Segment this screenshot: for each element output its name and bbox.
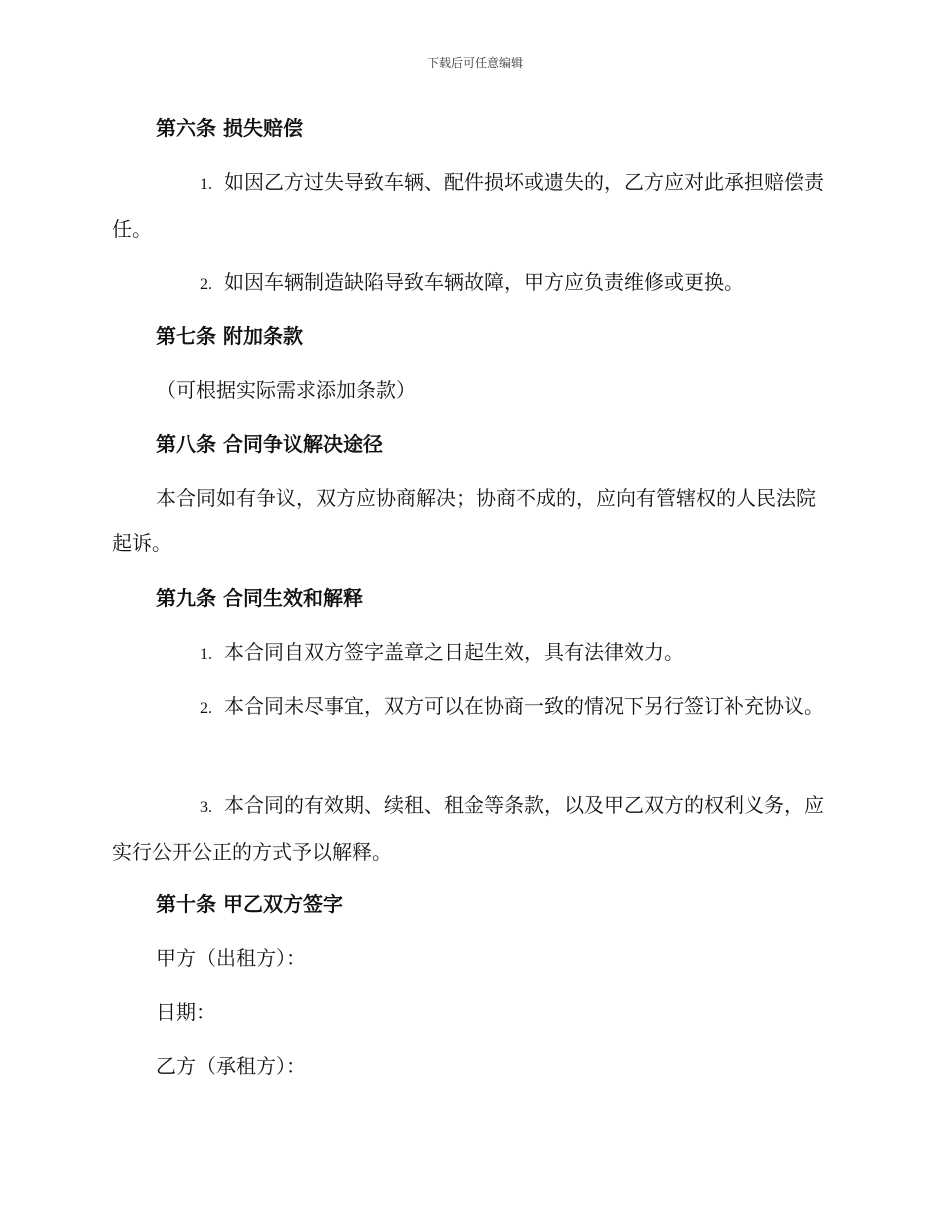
section-9-item-1	[112, 630, 834, 677]
item-number: 1.	[200, 646, 212, 663]
signature-date: 日期：	[156, 1000, 216, 1024]
signature-party-b: 乙方（承租方）：	[156, 1054, 306, 1078]
section-8-text: 本合同如有争议，双方应协商解决；协商不成的，应向有管辖权的人民法院起诉。	[112, 486, 816, 555]
item-text: 如因车辆制造缺陷导致车辆故障，甲方应负责维修或更换。	[224, 270, 744, 294]
section-6-title: 第六条 损失赔偿	[156, 116, 303, 140]
item-number: 2.	[200, 700, 212, 717]
section-6-item-1	[112, 160, 834, 252]
section-9-item-3	[112, 783, 834, 875]
section-7-title: 第七条 附加条款	[156, 324, 303, 348]
section-9-title: 第九条 合同生效和解释	[156, 586, 363, 610]
item-number: 1.	[200, 176, 212, 193]
item-number: 3.	[200, 799, 212, 816]
item-number: 2.	[200, 276, 212, 293]
section-8-title: 第八条 合同争议解决途径	[156, 432, 383, 456]
item-text: 本合同自双方签字盖章之日起生效，具有法律效力。	[224, 640, 684, 664]
signature-party-a: 甲方（出租方）：	[156, 946, 306, 970]
item-text: 如因乙方过失导致车辆、配件损坏或遗失的，乙方应对此承担赔偿责任。	[112, 170, 824, 241]
section-9-item-2	[112, 684, 834, 731]
header-note: 下载后可任意编辑	[426, 56, 523, 70]
item-text: 本合同的有效期、续租、租金等条款，以及甲乙双方的权利义务，应实行公开公正的方式予以解释。	[112, 793, 824, 864]
item-text: 本合同未尽事宜，双方可以在协商一致的情况下另行签订补充协议。	[224, 694, 824, 718]
section-10-title: 第十条 甲乙双方签字	[156, 892, 343, 916]
section-6-item-2	[112, 260, 834, 307]
section-7-note: （可根据实际需求添加条款）	[156, 378, 416, 402]
